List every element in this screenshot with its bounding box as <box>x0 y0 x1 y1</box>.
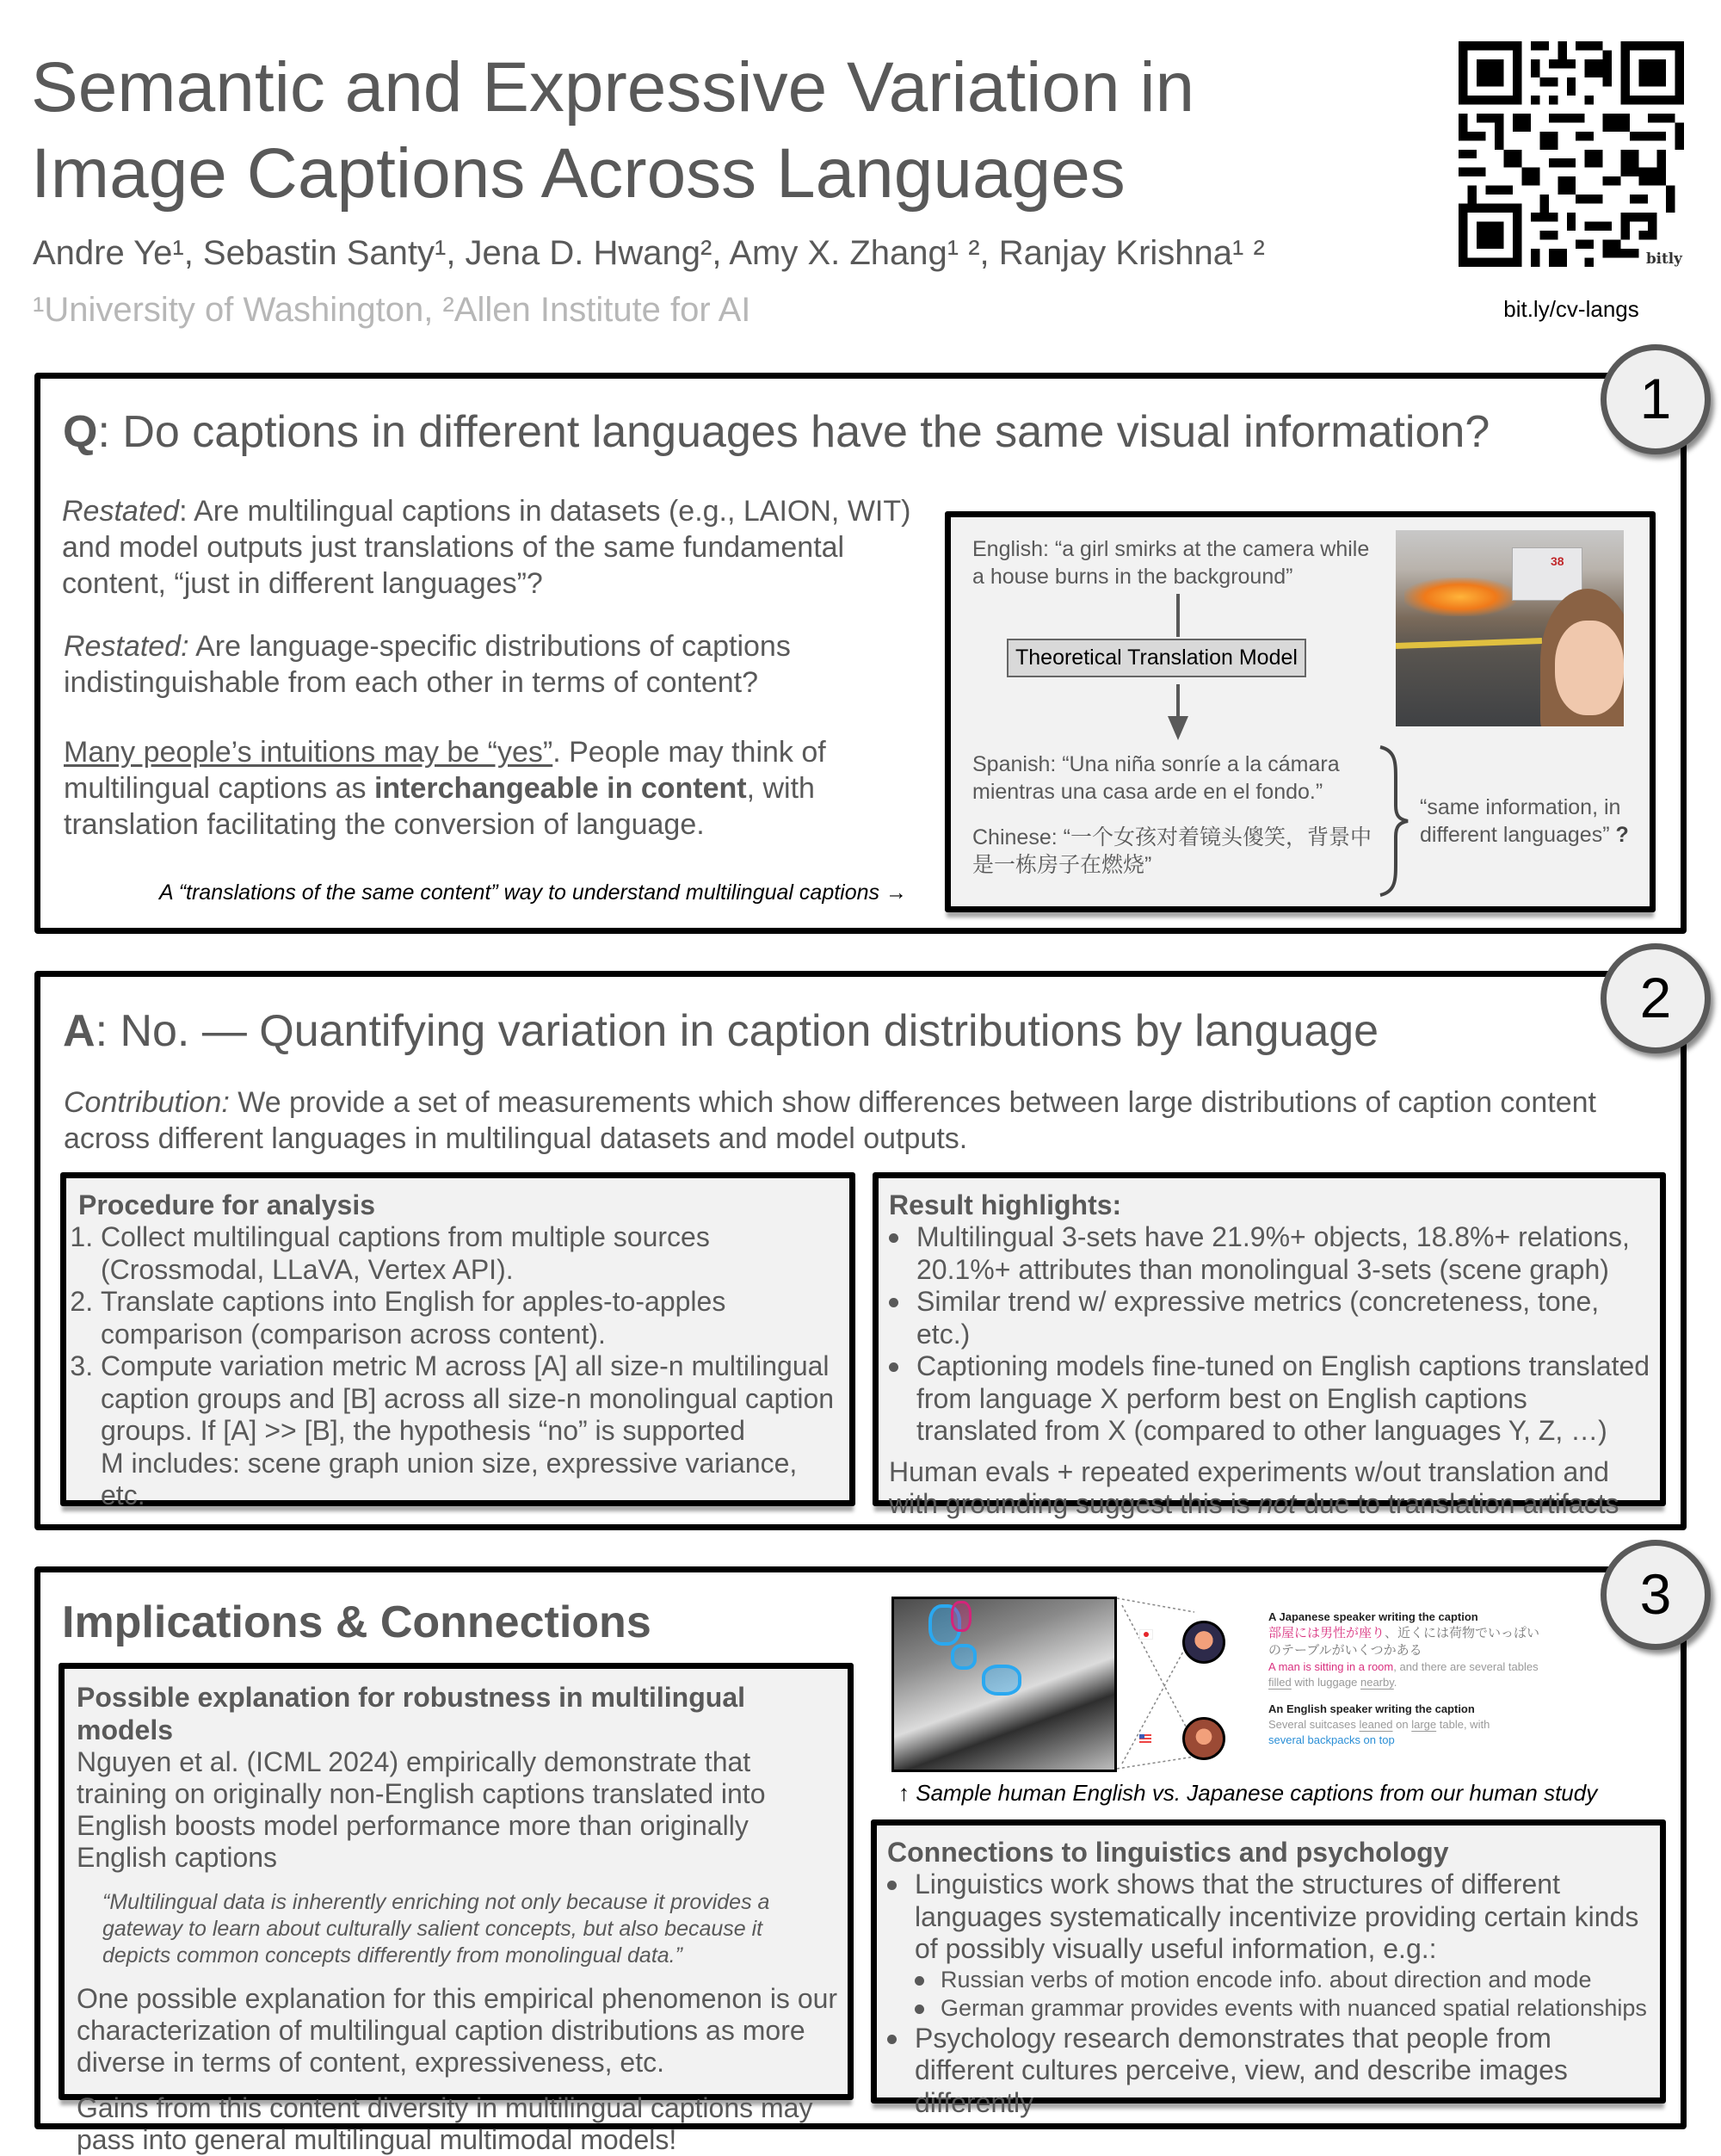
english-speaker-heading: An English speaker writing the caption <box>1268 1702 1475 1715</box>
language-examples <box>915 1966 1651 2023</box>
connection-bullet: Psychology research demonstrates that people from different cultures perceive, view, and describe images differently <box>915 2023 1651 2120</box>
procedure-steps <box>63 1221 839 1512</box>
title-line-1: Semantic and Expressive Variation in <box>31 48 1195 127</box>
english-caption: Several suitcases leaned on large table, with several backpacks on top <box>1268 1718 1490 1746</box>
poster-title <box>31 45 1408 217</box>
disaster-girl-photo: 38 <box>1396 530 1624 726</box>
procedure-title: Procedure for analysis <box>78 1189 376 1220</box>
procedure-step: 1. Collect multilingual captions from multiple sources (Crossmodal, LLaVA, Vertex API). <box>101 1221 839 1286</box>
section2-heading: A: No. — Quantifying variation in caption distributions by language <box>63 1006 1379 1056</box>
curly-brace-icon <box>1377 745 1411 897</box>
explanation-paragraph-3: Gains from this content diversity in multilingual captions may pass into general multilingual multimodal models! <box>77 2092 813 2155</box>
result-bullet: Multilingual 3-sets have 21.9%+ objects, 18.8%+ relations, 20.1%+ attributes than monolingual 3-sets (scene graph) <box>916 1221 1651 1286</box>
restated-paragraph-1: Restated: Are multilingual captions in datasets (e.g., LAION, WIT) and model outputs just translations of the same fundamental content, “just in different languages”? <box>62 495 911 600</box>
japan-flag-icon <box>1139 1629 1153 1640</box>
arrow-down-icon <box>1168 716 1188 740</box>
figure-caption: ↑ Sample human English vs. Japanese captions from our human study <box>898 1780 1598 1806</box>
japanese-caption-translation: A man is sitting in a room, and there are several tables filled with luggage nearby. <box>1268 1660 1539 1689</box>
section-number-2: 2 <box>1601 943 1711 1053</box>
explanation-body: Nguyen et al. (ICML 2024) empirically demonstrate that training on originally non-English captions translated into English boosts model performance more than originally English captions <box>77 1746 766 1873</box>
explanation-box <box>59 1663 854 2155</box>
author-list: Andre Ye¹, Sebastin Santy¹, Jena D. Hwang², Amy X. Zhang¹ ², Ranjay Krishna¹ ² <box>33 234 1265 272</box>
japanese-speaker-heading: A Japanese speaker writing the caption <box>1268 1610 1478 1623</box>
contribution-paragraph: Contribution: We provide a set of measurements which show differences between large distributions of caption content across different languages in multilingual datasets and model outputs. <box>64 1086 1596 1155</box>
qr-code-icon[interactable] <box>1457 41 1686 267</box>
connections-box <box>871 1819 1666 2118</box>
procedure-step: 2. Translate captions into English for apples-to-apples comparison (comparison across content). <box>101 1286 839 1350</box>
qr-link-label[interactable]: bit.ly/cv-langs <box>1503 296 1639 322</box>
arrow-line-top <box>1176 594 1180 637</box>
results-box <box>873 1172 1666 1519</box>
result-bullet: Similar trend w/ expressive metrics (concreteness, tone, etc.) <box>916 1286 1651 1350</box>
translation-model-box: Theoretical Translation Model <box>1007 639 1306 677</box>
japanese-caption: 部屋には男性が座り、近くには荷物でいっぱいのテーブルがいくつかある <box>1268 1626 1540 1658</box>
english-caption: English: “a girl smirks at the camera while a house burns in the background” <box>972 537 1370 589</box>
section1-heading: Q: Do captions in different languages have the same visual information? <box>63 407 1490 457</box>
example-german: German grammar provides events with nuanced spatial relationships <box>941 1994 1651 2023</box>
results-title: Result highlights: <box>889 1189 1122 1220</box>
human-study-figure <box>891 1597 1580 1777</box>
title-line-2: Image Captions Across Languages <box>31 134 1126 213</box>
results-bullets <box>889 1221 1651 1448</box>
explanation-title: Possible explanation for robustness in multilingual models <box>77 1682 745 1745</box>
procedure-box <box>60 1172 855 1510</box>
connections-bullets <box>887 1869 1651 2119</box>
us-flag-icon <box>1139 1734 1151 1743</box>
results-footer: Human evals + repeated experiments w/out translation and with grounding suggest this is not due to translation artifacts <box>889 1455 1619 1519</box>
affiliations: ¹University of Washington, ²Allen Institute for AI <box>33 291 751 329</box>
connections-title: Connections to linguistics and psychology <box>887 1837 1449 1868</box>
svg-text:bitly: bitly <box>1645 249 1682 267</box>
section-number-3: 3 <box>1601 1540 1711 1650</box>
restated-paragraph-2: Restated: Are language-specific distributions of captions indistinguishable from each other in terms of content? <box>64 630 791 699</box>
luggage-photo <box>891 1597 1117 1772</box>
english-speaker-avatar <box>1182 1717 1225 1760</box>
section-number-1: 1 <box>1601 344 1711 454</box>
intuition-paragraph: Many people’s intuitions may be “yes”. People may think of multilingual captions as interchangeable in content, with translation facilitating the conversion of language. <box>64 736 826 841</box>
same-information-label: “same information, in different languages” ? <box>1420 795 1629 847</box>
arrow-line-bottom <box>1176 684 1180 719</box>
chinese-caption: Chinese: “一个女孩对着镜头傻笑，背景中是一栋房子在燃烧” <box>972 825 1372 877</box>
section3-heading: Implications & Connections <box>62 1597 651 1647</box>
connection-bullet: Linguistics work shows that the structures of different languages systematically incentivize providing certain kinds of possibly visually useful information, e.g.: Russian verbs of motion encode info. about direction and mode German grammar provides events with nuanced spatial relationships <box>915 1869 1651 2023</box>
procedure-step: 3. Compute variation metric M across [A] all size-n multilingual caption groups and [B] across all size-n monolingual caption groups. If [A] >> [B], the hypothesis “no” is supported M includes: scene graph union size, expressive variance, etc. <box>101 1350 839 1512</box>
result-bullet: Captioning models fine-tuned on English captions translated from language X perform best on English captions translated from X (compared to other languages Y, Z, …) <box>916 1350 1650 1446</box>
spanish-caption: Spanish: “Una niña sonríe a la cámara mientras una casa arde en el fondo.” <box>972 752 1340 804</box>
nguyen-quote: “Multilingual data is inherently enriching not only because it provides a gateway to learn about culturally salient concepts, but also because it depicts common concepts differently from monolingual data.” <box>102 1890 770 1968</box>
japanese-speaker-avatar <box>1182 1621 1225 1664</box>
diagram-caption: A “translations of the same content” way to understand multilingual captions → <box>159 880 907 905</box>
example-russian: Russian verbs of motion encode info. about direction and mode <box>941 1966 1651 1994</box>
explanation-paragraph-2: One possible explanation for this empirical phenomenon is our characterization of multilingual caption distributions as more diverse in terms of content, expressiveness, etc. <box>77 1983 838 2078</box>
